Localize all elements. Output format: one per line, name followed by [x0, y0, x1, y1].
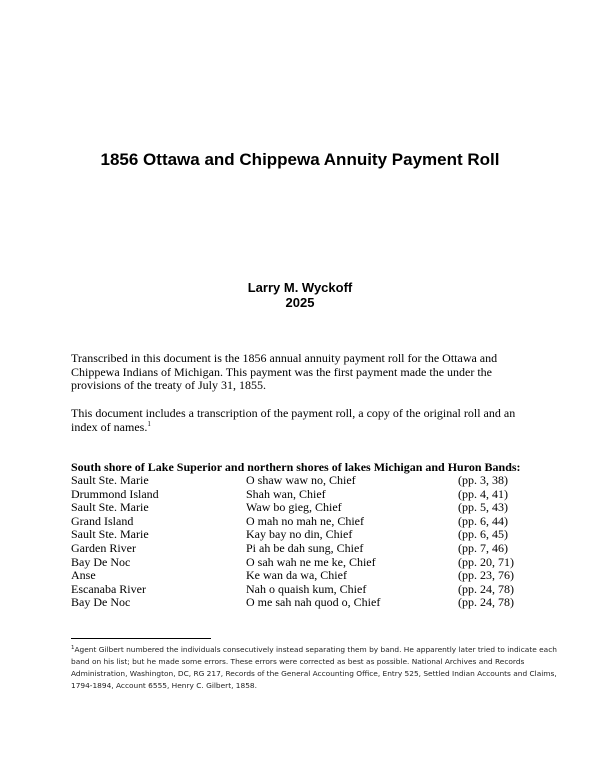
intro-paragraph: Transcribed in this document is the 1856 annual annuity payment roll for the Ottawa and Chippewa Indians of Michigan. This payment was the first payment made the under the provisions of the treaty of July 31, 1855.	[71, 351, 498, 392]
document-title: 1856 Ottawa and Chippewa Annuity Payment Roll	[100, 150, 500, 169]
band-row	[71, 528, 551, 542]
band-chief: O sah wah ne me ke, Chief	[246, 554, 376, 569]
band-row	[71, 474, 551, 488]
band-pages: (pp. 5, 43)	[458, 500, 508, 515]
band-pages: (pp. 23, 76)	[458, 568, 514, 583]
band-place: Drummond Island	[71, 486, 159, 501]
band-row	[71, 596, 551, 610]
band-place: Sault Ste. Marie	[71, 527, 149, 542]
band-chief: Shah wan, Chief	[246, 486, 326, 501]
contents-paragraph	[71, 407, 541, 434]
band-place: Garden River	[71, 540, 136, 555]
band-row	[71, 542, 551, 556]
author-block	[0, 280, 600, 310]
band-pages: (pp. 4, 41)	[458, 486, 508, 501]
bands-table	[71, 474, 551, 610]
band-pages: (pp. 7, 46)	[458, 540, 508, 555]
band-pages: (pp. 6, 45)	[458, 527, 508, 542]
band-row	[71, 501, 551, 515]
contents-paragraph-text: This document includes a transcription of the payment roll, a copy of the original roll and an index of names.	[71, 406, 516, 434]
band-row	[71, 556, 551, 570]
band-chief: Kay bay no din, Chief	[246, 527, 353, 542]
footnote-reference: 1	[147, 419, 151, 428]
footnote-marker: 1	[71, 645, 75, 651]
band-row	[71, 583, 551, 597]
band-pages: (pp. 3, 38)	[458, 473, 508, 487]
band-row	[71, 515, 551, 529]
footnote	[71, 644, 561, 692]
band-pages: (pp. 24, 78)	[458, 581, 514, 596]
band-place: Grand Island	[71, 513, 134, 528]
band-row	[71, 488, 551, 502]
band-place: Bay De Noc	[71, 595, 131, 610]
band-place: Anse	[71, 568, 96, 583]
band-chief: O shaw waw no, Chief	[246, 473, 356, 487]
band-chief: Nah o quaish kum, Chief	[246, 581, 367, 596]
band-chief: Ke wan da wa, Chief	[246, 568, 347, 583]
band-place: Bay De Noc	[71, 554, 131, 569]
band-chief: Pi ah be dah sung, Chief	[246, 540, 364, 555]
band-pages: (pp. 20, 71)	[458, 554, 514, 569]
footnote-separator	[71, 638, 211, 639]
footnote-text: Agent Gilbert numbered the individuals consecutively instead separating them by band. He apparently later tried to indicate each band on his list; but he made some errors. These errors were corrected as best as possible. National Archives and Records Administration, Washington, DC, RG 217, Records of the General Accounting Office, Entry 525, Settled Indian Accounts and Claims, 1794-1894, Account 6555, Henry C. Gilbert, 1858.	[71, 645, 557, 690]
band-row	[71, 569, 551, 583]
band-chief: O mah no mah ne, Chief	[246, 513, 364, 528]
band-pages: (pp. 6, 44)	[458, 513, 508, 528]
author-name: Larry M. Wyckoff	[247, 280, 353, 295]
band-place: Sault Ste. Marie	[71, 500, 149, 515]
band-pages: (pp. 24, 78)	[458, 595, 514, 610]
bands-heading: South shore of Lake Superior and northern shores of lakes Michigan and Huron Bands:	[71, 460, 521, 474]
band-place: Escanaba River	[71, 581, 146, 596]
band-chief: O me sah nah quod o, Chief	[246, 595, 381, 610]
band-place: Sault Ste. Marie	[71, 473, 149, 487]
publication-year: 2025	[285, 295, 315, 310]
band-chief: Waw bo gieg, Chief	[246, 500, 342, 515]
